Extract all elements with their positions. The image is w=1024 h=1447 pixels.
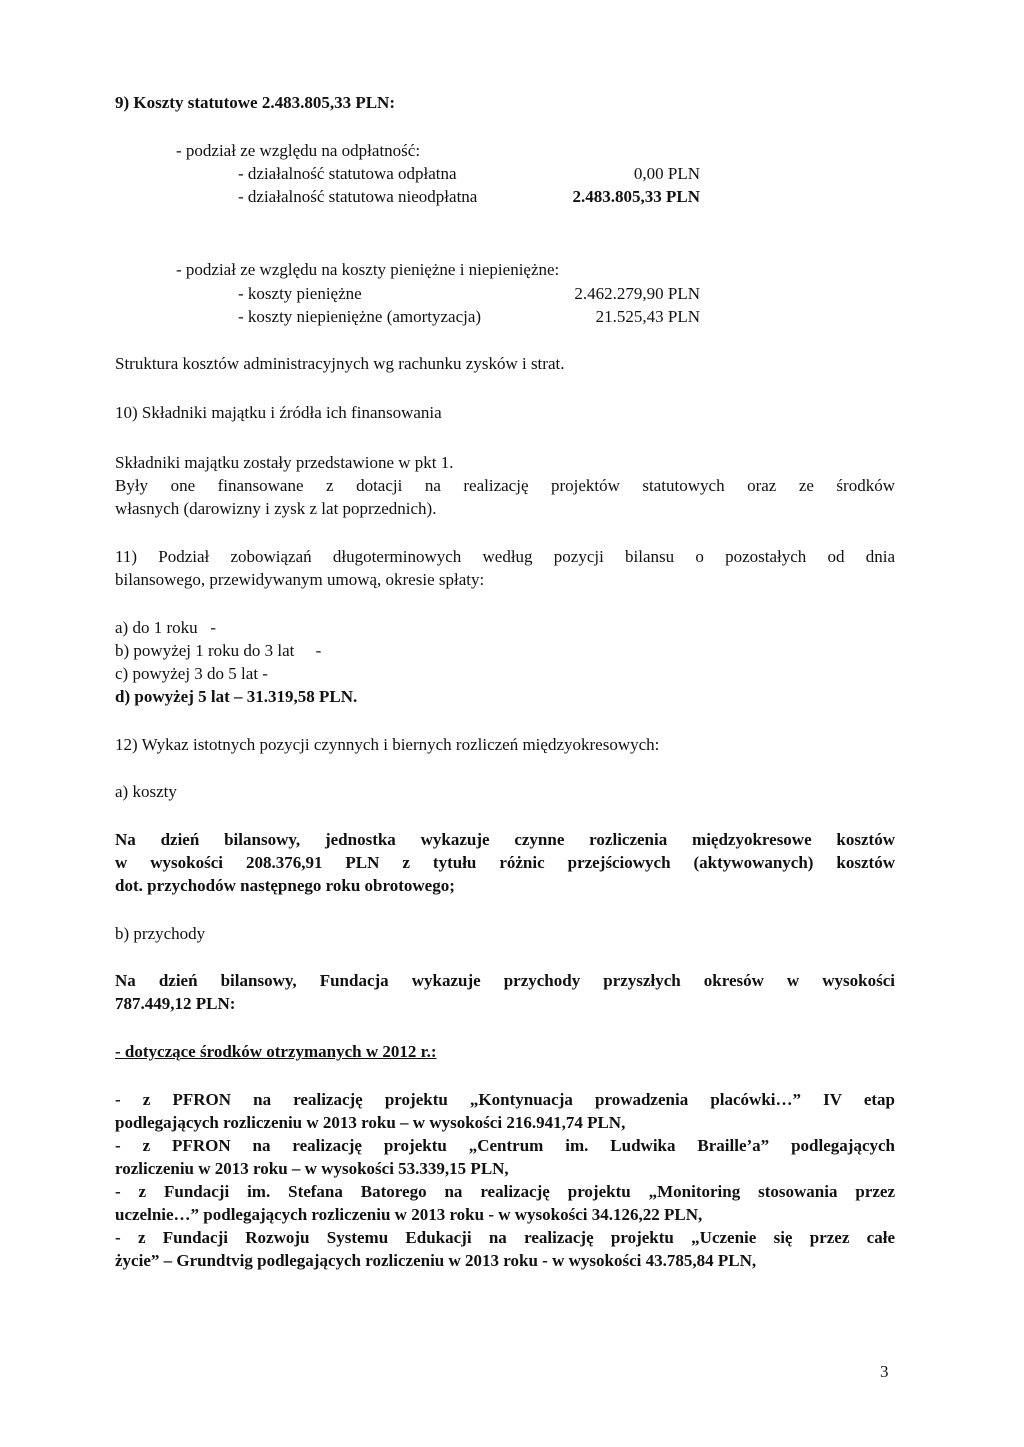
- section-12-list-line: - z Fundacji Rozwoju Systemu Edukacji na realizację projektu „Uczenie się przez całe: [115, 1228, 895, 1247]
- section-12-a-text-line: Na dzień bilansowy, jednostka wykazuje czynne rozliczenia międzyokresowe kosztów: [115, 830, 895, 849]
- split-payment-row-amount: 0,00 PLN: [633, 164, 700, 183]
- section-12-list-line: - z PFRON na realizację projektu „Kontynuacja prowadzenia placówki…” IV etap: [115, 1090, 895, 1109]
- section-11-heading-line: 11) Podział zobowiązań długoterminowych według pozycji bilansu o pozostałych od dnia: [115, 547, 895, 566]
- section-12-a-label: a) koszty: [115, 782, 177, 801]
- page-number: 3: [880, 1362, 889, 1381]
- section-11-item: b) powyżej 1 roku do 3 lat -: [115, 641, 322, 660]
- section-11-item: c) powyżej 3 do 5 lat -: [115, 664, 268, 683]
- split-cash-row-amount: 21.525,43 PLN: [595, 307, 700, 326]
- split-payment-title: - podział ze względu na odpłatność:: [176, 141, 421, 160]
- split-payment-row-label: - działalność statutowa nieodpłatna: [238, 187, 478, 206]
- split-cash-row-label: - koszty niepieniężne (amortyzacja): [238, 307, 482, 326]
- section-12-list-line: - z PFRON na realizację projektu „Centrum im. Ludwika Braille’a” podlegających: [115, 1136, 895, 1155]
- split-payment-row-label: - działalność statutowa odpłatna: [238, 164, 457, 183]
- section-12-b-text-line: Na dzień bilansowy, Fundacja wykazuje przychody przyszłych okresów w wysokości: [115, 971, 895, 990]
- section-12-list-line: rozliczeniu w 2013 roku – w wysokości 53.339,15 PLN,: [115, 1159, 509, 1178]
- split-payment-row-amount: 2.483.805,33 PLN: [572, 187, 700, 206]
- section-12-heading: 12) Wykaz istotnych pozycji czynnych i biernych rozliczeń międzyokresowych:: [115, 735, 660, 754]
- section-9-note: Struktura kosztów administracyjnych wg rachunku zysków i strat.: [115, 354, 565, 373]
- section-11-item: a) do 1 roku -: [115, 618, 217, 637]
- section-12-a-text-line: w wysokości 208.376,91 PLN z tytułu różnic przejściowych (aktywowanych) kosztów: [115, 853, 895, 872]
- section-12-subheading: - dotyczące środków otrzymanych w 2012 r.:: [115, 1042, 437, 1061]
- section-9-heading: 9) Koszty statutowe 2.483.805,33 PLN:: [115, 93, 395, 112]
- split-cash-title: - podział ze względu na koszty pieniężne i niepieniężne:: [176, 260, 560, 279]
- split-cash-row-label: - koszty pieniężne: [238, 284, 362, 303]
- section-10-heading: 10) Składniki majątku i źródła ich finansowania: [115, 403, 442, 422]
- split-cash-row-amount: 2.462.279,90 PLN: [574, 284, 700, 303]
- section-12-list-line: podlegających rozliczeniu w 2013 roku – w wysokości 216.941,74 PLN,: [115, 1113, 626, 1132]
- section-11-heading-line: bilansowego, przewidywanym umową, okresie spłaty:: [115, 570, 485, 589]
- section-11-item-bold: d) powyżej 5 lat – 31.319,58 PLN.: [115, 687, 358, 706]
- section-12-b-text-line: 787.449,12 PLN:: [115, 994, 236, 1013]
- section-12-a-text-line: dot. przychodów następnego roku obrotowego;: [115, 876, 455, 895]
- section-10-paragraph-line: Składniki majątku zostały przedstawione w pkt 1.: [115, 453, 454, 472]
- section-12-list-line: - z Fundacji im. Stefana Batorego na realizację projektu „Monitoring stosowania przez: [115, 1182, 895, 1201]
- section-10-paragraph-line: Były one finansowane z dotacji na realizację projektów statutowych oraz ze środków: [115, 476, 895, 495]
- section-12-list-line: uczelnie…” podlegających rozliczeniu w 2013 roku - w wysokości 34.126,22 PLN,: [115, 1205, 703, 1224]
- section-12-b-label: b) przychody: [115, 924, 206, 943]
- section-10-paragraph-line: własnych (darowizny i zysk z lat poprzednich).: [115, 499, 437, 518]
- section-12-list-line: życie” – Grundtvig podlegających rozliczeniu w 2013 roku - w wysokości 43.785,84 PLN,: [115, 1251, 757, 1270]
